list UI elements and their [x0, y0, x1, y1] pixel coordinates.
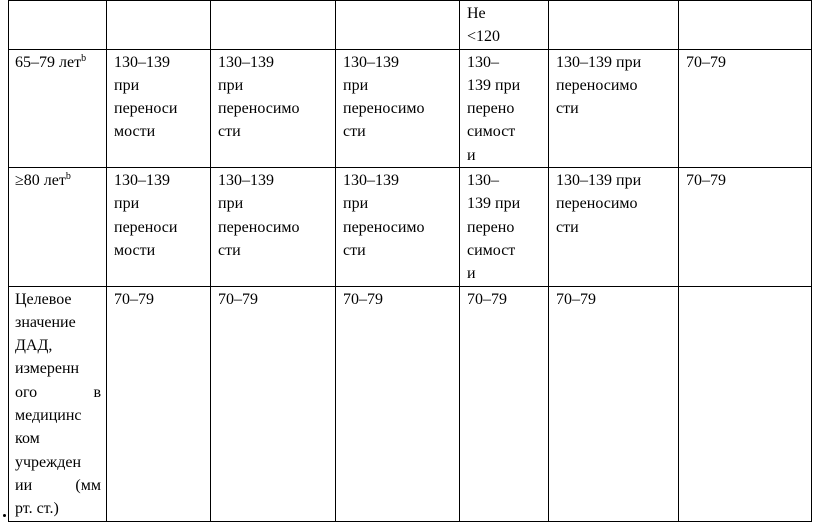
- footnote-marker: b: [81, 52, 87, 64]
- cell-line: ии (мм: [15, 476, 101, 494]
- cell-line: переносимо: [343, 218, 425, 236]
- table-cell: [211, 168, 336, 286]
- table-cell: [211, 1, 336, 50]
- cell-line: сти: [218, 123, 241, 141]
- cell-line: ком: [15, 430, 40, 448]
- cell-line: сти: [556, 218, 579, 236]
- cell-line: медицинс: [15, 407, 82, 425]
- cell-line: переносимо: [218, 100, 300, 118]
- table-row-65-79: [9, 49, 812, 167]
- row-label-target-dbp: [9, 286, 107, 521]
- table-cell: [549, 49, 679, 167]
- cell-line: 139 при: [467, 76, 521, 94]
- cell-line: при: [114, 76, 140, 94]
- cell-line: 130–: [467, 53, 499, 71]
- cell-line: переносимо: [343, 100, 425, 118]
- cell-line: 130–139: [343, 172, 399, 190]
- cell-line: переносимо: [218, 218, 300, 236]
- cell-line: симост: [467, 123, 516, 141]
- table-cell: [107, 168, 211, 286]
- cell-line: симост: [467, 241, 516, 259]
- cell-line: 130–139: [218, 172, 274, 190]
- table-cell: [679, 286, 812, 521]
- row-label-text: ≥80 лет: [15, 172, 66, 190]
- cell-line: перено: [467, 100, 515, 118]
- cell-line: 130–139 при: [556, 53, 642, 71]
- cell-line: <120: [467, 28, 501, 46]
- cell-line: 130–139: [218, 53, 274, 71]
- cell-line: 130–139 при: [556, 172, 642, 190]
- row-label-65-79: [9, 49, 107, 167]
- table-cell: [336, 49, 460, 167]
- cell-line: Целевое: [15, 290, 72, 308]
- cell-line: перено: [467, 218, 515, 236]
- table-row-target-dbp: [9, 286, 812, 521]
- table-cell: [679, 1, 812, 50]
- cell-line: измеренн: [15, 360, 80, 378]
- cell-line: переноси: [114, 218, 178, 236]
- table-cell: 70–79: [679, 49, 812, 167]
- cell-line: сти: [556, 100, 579, 118]
- cell-line: 139 при: [467, 195, 521, 213]
- cell-line: и: [467, 265, 476, 283]
- table-cell-col5-header: [460, 1, 549, 50]
- cell-line: сти: [343, 123, 366, 141]
- row-label-text: 65–79 лет: [15, 53, 82, 71]
- cell-line: учрежден: [15, 453, 82, 471]
- cell-line: сти: [343, 241, 366, 259]
- cell-line: сти: [218, 241, 241, 259]
- row-label-80-plus: [9, 168, 107, 286]
- cell-line: значение: [15, 313, 76, 331]
- table-row-header-tail: [9, 1, 812, 50]
- cell-line: мости: [114, 123, 156, 141]
- table-cell: [9, 1, 107, 50]
- cell-line: ого в: [15, 383, 101, 401]
- cell-line: Не: [467, 5, 486, 22]
- cell-line: мости: [114, 241, 156, 259]
- table-cell: [107, 1, 211, 50]
- table-cell: [107, 49, 211, 167]
- cell-line: 130–139: [343, 53, 399, 71]
- cell-line: рт. ст.): [15, 500, 59, 518]
- table-cell: 70–79: [549, 286, 679, 521]
- cell-line: при: [218, 195, 244, 213]
- cell-line: и: [467, 146, 476, 164]
- table-cell: [549, 168, 679, 286]
- table-cell: 70–79: [679, 168, 812, 286]
- cell-line: 130–: [467, 172, 499, 190]
- cell-line: переносимо: [556, 76, 638, 94]
- table-cell: [549, 1, 679, 50]
- cell-line: при: [114, 195, 140, 213]
- table-cell: [336, 168, 460, 286]
- cell-line: при: [343, 76, 369, 94]
- cell-line: переносимо: [556, 195, 638, 213]
- cell-line: при: [343, 195, 369, 213]
- table-row-80-plus: [9, 168, 812, 286]
- footnote-dot: [3, 514, 6, 517]
- table-cell: 70–79: [211, 286, 336, 521]
- bp-target-table: [8, 0, 812, 522]
- table-cell: 70–79: [107, 286, 211, 521]
- table-cell: [460, 49, 549, 167]
- cell-line: 130–139: [114, 53, 170, 71]
- table-cell: 70–79: [336, 286, 460, 521]
- footnote-marker: b: [65, 171, 71, 183]
- table-cell: [460, 168, 549, 286]
- table-cell: 70–79: [460, 286, 549, 521]
- cell-line: ДАД,: [15, 337, 53, 355]
- table-cell: [211, 49, 336, 167]
- cell-line: 130–139: [114, 172, 170, 190]
- cell-line: переноси: [114, 100, 178, 118]
- cell-line: при: [218, 76, 244, 94]
- table-cell: [336, 1, 460, 50]
